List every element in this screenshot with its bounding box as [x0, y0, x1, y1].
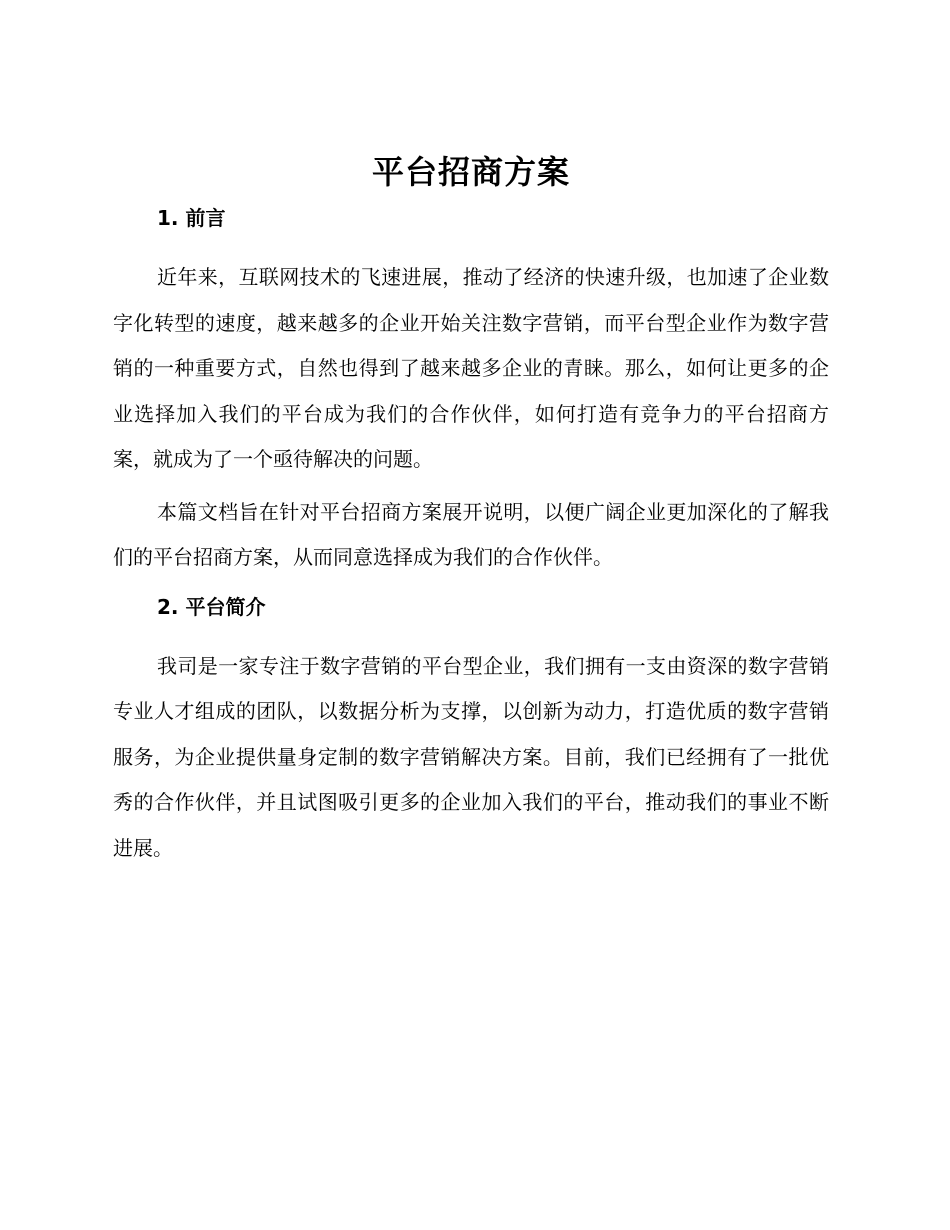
- section-heading-platform-intro: 2. 平台简介: [157, 594, 266, 619]
- paragraph: 近年来，互联网技术的飞速进展，推动了经济的快速升级，也加速了企业数字化转型的速度，越来越多的企业开始关注数字营销，而平台型企业作为数字营销的一种重要方式，自然也得到了越来越多企业的青睐。那么，如何让更多的企业选择加入我们的平台成为我们的合作伙伴，如何打造有竞争力的平台招商方案，就成为了一个亟待解决的问题。: [113, 265, 829, 471]
- document-title: 平台招商方案: [371, 153, 570, 191]
- paragraph: 本篇文档旨在针对平台招商方案展开说明，以便广阔企业更加深化的了解我们的平台招商方案，从而同意选择成为我们的合作伙伴。: [113, 499, 829, 569]
- paragraph: 我司是一家专注于数字营销的平台型企业，我们拥有一支由资深的数字营销专业人才组成的团队，以数据分析为支撑，以创新为动力，打造优质的数字营销服务，为企业提供量身定制的数字营销解决方案。目前，我们已经拥有了一批优秀的合作伙伴，并且试图吸引更多的企业加入我们的平台，推动我们的事业不断进展。: [113, 653, 829, 860]
- section-heading-preface: 1. 前言: [157, 206, 226, 230]
- document-page: [113, 148, 829, 878]
